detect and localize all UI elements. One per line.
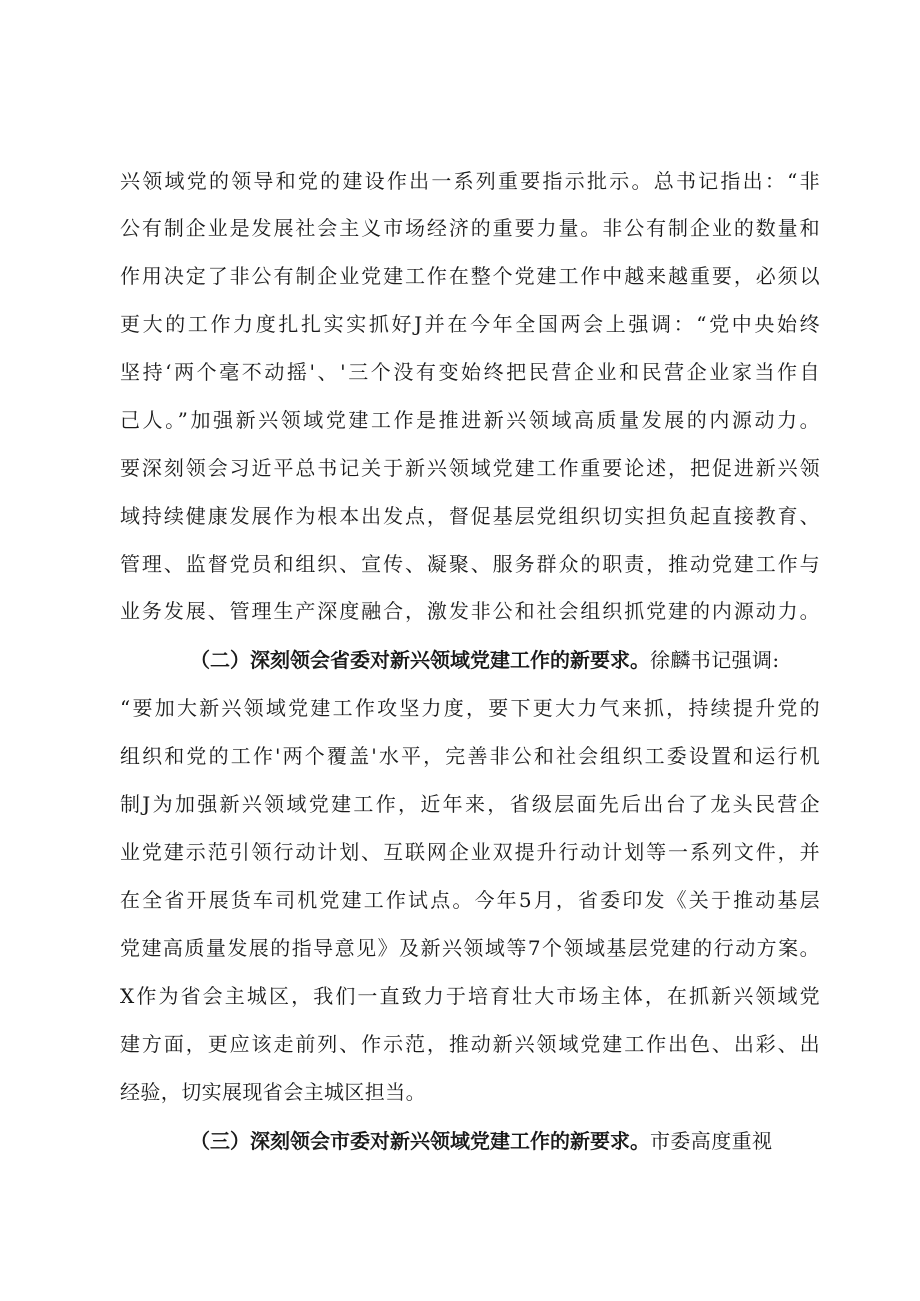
- body-text-line: 兴领域党的领导和党的建设作出一系列重要指示批示。总书记指出：“非: [120, 169, 820, 193]
- body-text-line: 建方面，更应该走前列、作示范，推动新兴领域党建工作出色、出彩、出: [120, 1032, 820, 1056]
- body-text-inline: 市委高度重视: [650, 1129, 773, 1153]
- body-text-line: 域持续健康发展作为根本出发点，督促基层党组织切实担负起直接教育、: [120, 504, 820, 528]
- body-text-line: 在全省开展货车司机党建工作试点。今年5月，省委印发《关于推动基层: [120, 888, 820, 912]
- body-text-line: 经验，切实展现省会主城区担当。: [120, 1080, 426, 1104]
- body-text-line: X作为省会主城区，我们一直致力于培育壮大市场主体，在抓新兴领域党: [120, 984, 820, 1008]
- body-text-line: 公有制企业是发展社会主义市场经济的重要力量。非公有制企业的数量和: [120, 216, 820, 240]
- section-heading: （二）深刻领会省委对新兴领域党建工作的新要求。: [190, 648, 650, 672]
- body-text-line: 管理、监督党员和组织、宣传、凝聚、服务群众的职责，推动党建工作与: [120, 552, 820, 576]
- body-text-line: 业务发展、管理生产深度融合，激发非公和社会组织抓党建的内源动力。: [120, 599, 820, 623]
- body-text-line: 党建高质量发展的指导意见》及新兴领域等7个领域基层党建的行动方案。: [120, 936, 820, 960]
- body-text-line: 己人。”加强新兴领域党建工作是推进新兴领域高质量发展的内源动力。: [120, 408, 820, 432]
- body-text-line: 制J为加强新兴领域党建工作，近年来，省级层面先后出台了龙头民营企: [120, 792, 820, 816]
- body-text-line: 坚持‘两个毫不动摇'、'三个没有变始终把民营企业和民营企业家当作自: [120, 360, 820, 384]
- body-text-line: 要深刻领会习近平总书记关于新兴领域党建工作重要论述，把促进新兴领: [120, 456, 820, 480]
- body-text-line: 组织和党的工作'两个覆盖'水平，完善非公和社会组织工委设置和运行机: [120, 744, 820, 768]
- body-text-line: 更大的工作力度扎扎实实抓好J并在今年全国两会上强调：“党中央始终: [120, 312, 820, 336]
- body-text-line: 作用决定了非公有制企业党建工作在整个党建工作中越来越重要，必须以: [120, 264, 820, 288]
- section-heading-line: [190, 1127, 820, 1155]
- body-text-line: “要加大新兴领域党建工作攻坚力度，要下更大力气来抓，持续提升党的: [120, 696, 820, 720]
- section-heading-line: [190, 646, 820, 674]
- body-text-line: 业党建示范引领行动计划、互联网企业双提升行动计划等一系列文件，并: [120, 840, 820, 864]
- body-text-inline: 徐麟书记强调:: [650, 648, 780, 672]
- section-heading: （三）深刻领会市委对新兴领域党建工作的新要求。: [190, 1129, 650, 1153]
